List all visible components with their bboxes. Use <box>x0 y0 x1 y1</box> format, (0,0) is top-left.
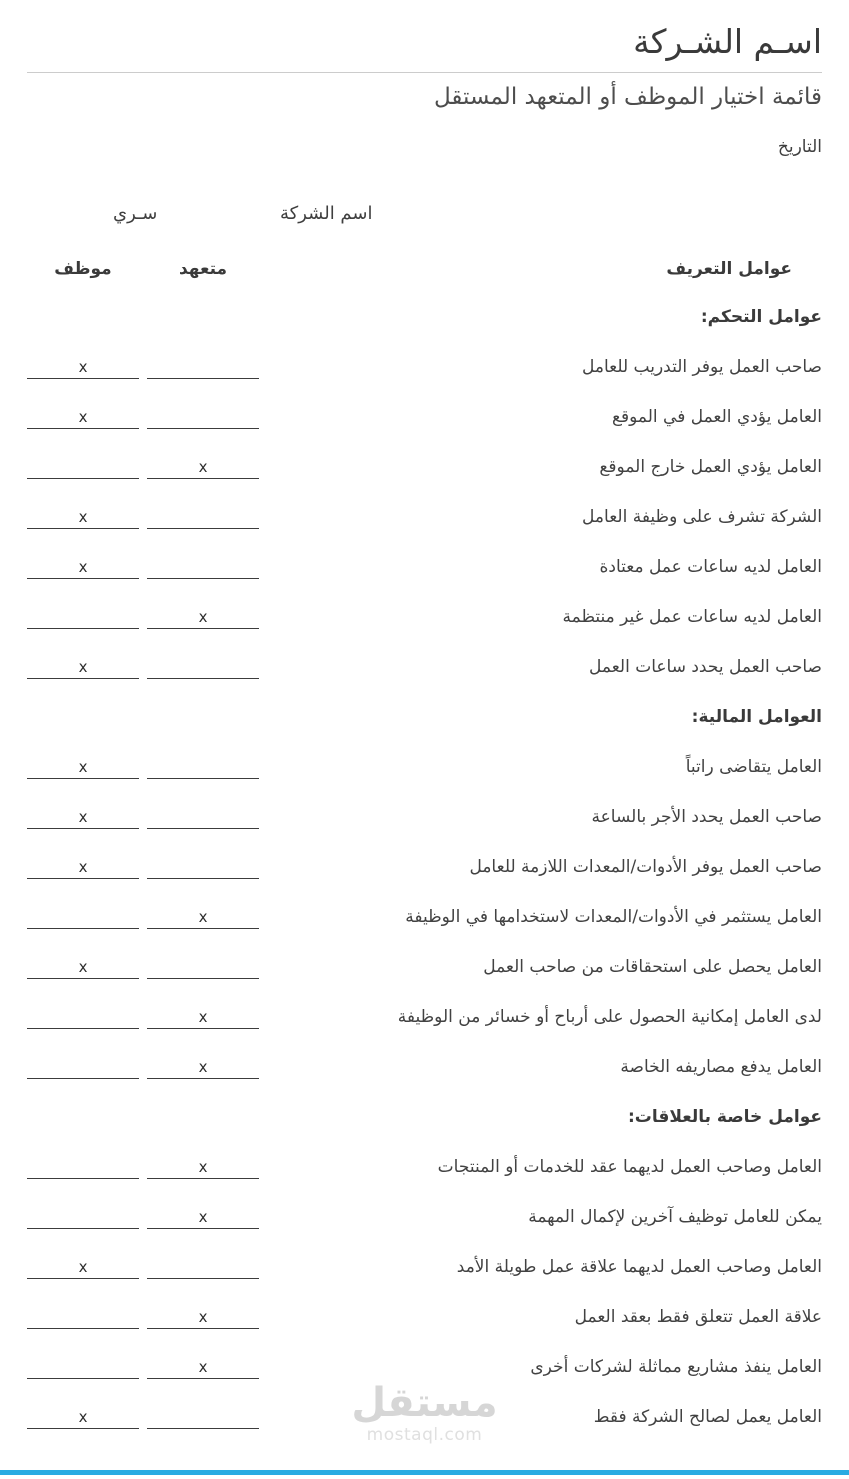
employee-answer-line <box>27 805 139 829</box>
contractor-answer-line <box>147 355 259 379</box>
contractor-answer-line <box>147 1355 259 1379</box>
answer-lines <box>27 405 259 429</box>
employee-answer-line <box>27 1055 139 1079</box>
factor-row <box>27 1355 822 1379</box>
answer-lines <box>27 1255 259 1279</box>
factor-label: العامل لديه ساعات عمل غير منتظمة <box>562 606 822 627</box>
x-mark: x <box>78 357 88 376</box>
factor-row <box>27 1205 822 1229</box>
factors-table <box>27 306 822 1429</box>
factor-label: العامل لديه ساعات عمل معتادة <box>599 556 822 577</box>
factors-column-header: عوامل التعريف <box>666 258 792 279</box>
answer-lines <box>27 1355 259 1379</box>
contractor-answer-line <box>147 655 259 679</box>
x-mark: x <box>198 1207 208 1226</box>
table-header <box>27 259 822 279</box>
factor-row <box>27 905 822 929</box>
x-mark: x <box>78 807 88 826</box>
contractor-answer-line <box>147 1305 259 1329</box>
factor-label: لدى العامل إمكانية الحصول على أرباح أو خسائر من الوظيفة <box>397 1006 822 1027</box>
factor-row <box>27 955 822 979</box>
factor-row <box>27 505 822 529</box>
x-mark: x <box>198 607 208 626</box>
contractor-answer-line <box>147 755 259 779</box>
factor-label: الشركة تشرف على وظيفة العامل <box>582 506 822 527</box>
factor-label: صاحب العمل يوفر الأدوات/المعدات اللازمة للعامل <box>469 856 822 877</box>
contractor-answer-line <box>147 555 259 579</box>
factor-label: العامل يتقاضى راتباً <box>685 756 822 777</box>
employee-answer-line <box>27 1255 139 1279</box>
answer-lines <box>27 1055 259 1079</box>
factor-row <box>27 605 822 629</box>
x-mark: x <box>78 657 88 676</box>
factor-row <box>27 1005 822 1029</box>
answer-lines <box>27 955 259 979</box>
factor-label: العامل وصاحب العمل لديهما علاقة عمل طويلة الأمد <box>456 1256 822 1277</box>
employee-answer-line <box>27 555 139 579</box>
contractor-answer-line <box>147 1155 259 1179</box>
answer-lines <box>27 1205 259 1229</box>
employee-column-header: موظف <box>54 258 112 279</box>
factor-label: صاحب العمل يحدد الأجر بالساعة <box>591 806 822 827</box>
contractor-answer-line <box>147 405 259 429</box>
x-mark: x <box>198 1307 208 1326</box>
x-mark: x <box>198 1057 208 1076</box>
factor-label: العامل وصاحب العمل لديهما عقد للخدمات أو المنتجات <box>437 1156 822 1177</box>
contractor-answer-line <box>147 605 259 629</box>
factor-row <box>27 1305 822 1329</box>
contractor-answer-line <box>147 855 259 879</box>
answer-lines <box>27 855 259 879</box>
employee-answer-line <box>27 1305 139 1329</box>
x-mark: x <box>78 1407 88 1426</box>
factor-label: العامل يستثمر في الأدوات/المعدات لاستخدامها في الوظيفة <box>405 906 822 927</box>
contractor-answer-line <box>147 805 259 829</box>
answer-column-headers <box>27 259 259 279</box>
answer-lines <box>27 805 259 829</box>
factor-label: صاحب العمل يوفر التدريب للعامل <box>581 356 822 377</box>
contractor-answer-line <box>147 905 259 929</box>
factor-row <box>27 1055 822 1079</box>
factor-label: العامل يحصل على استحقاقات من صاحب العمل <box>483 956 822 977</box>
x-mark: x <box>198 907 208 926</box>
section-title: عوامل التحكم: <box>700 306 822 327</box>
section-title: عوامل خاصة بالعلاقات: <box>627 1106 822 1127</box>
answer-lines <box>27 555 259 579</box>
bottom-accent-bar <box>0 1470 849 1475</box>
employee-answer-line <box>27 755 139 779</box>
answer-lines <box>27 505 259 529</box>
answer-lines <box>27 355 259 379</box>
employee-answer-line <box>27 955 139 979</box>
company-line <box>27 203 822 229</box>
contractor-answer-line <box>147 1405 259 1429</box>
factor-row <box>27 855 822 879</box>
answer-lines <box>27 905 259 929</box>
factor-label: يمكن للعامل توظيف آخرين لإكمال المهمة <box>528 1206 822 1227</box>
x-mark: x <box>78 507 88 526</box>
x-mark: x <box>78 957 88 976</box>
answer-lines <box>27 1155 259 1179</box>
answer-lines <box>27 755 259 779</box>
confidential-label: سـري <box>113 202 158 224</box>
employee-answer-line <box>27 505 139 529</box>
document-content <box>27 20 822 1429</box>
contractor-answer-line <box>147 1255 259 1279</box>
factor-label: العامل يؤدي العمل خارج الموقع <box>599 456 822 477</box>
contractor-answer-line <box>147 455 259 479</box>
employee-answer-line <box>27 1205 139 1229</box>
factor-row <box>27 405 822 429</box>
employee-answer-line <box>27 905 139 929</box>
x-mark: x <box>78 757 88 776</box>
employee-answer-line <box>27 655 139 679</box>
x-mark: x <box>78 407 88 426</box>
company-name-label: اسم الشركة <box>280 202 373 224</box>
page-title: اسـم الشـركة <box>633 22 822 61</box>
contractor-answer-line <box>147 1055 259 1079</box>
contractor-answer-line <box>147 505 259 529</box>
employee-answer-line <box>27 1405 139 1429</box>
employee-answer-line <box>27 1155 139 1179</box>
factor-row <box>27 555 822 579</box>
x-mark: x <box>198 1007 208 1026</box>
mostaql-domain: mostaql.com <box>366 1425 483 1445</box>
answer-lines <box>27 1005 259 1029</box>
factor-label: صاحب العمل يحدد ساعات العمل <box>589 656 822 677</box>
factor-row <box>27 805 822 829</box>
x-mark: x <box>78 1257 88 1276</box>
page-subtitle: قائمة اختيار الموظف أو المتعهد المستقل <box>434 83 822 110</box>
section-title: العوامل المالية: <box>691 706 822 727</box>
employee-answer-line <box>27 355 139 379</box>
mostaql-logo: مستقل <box>351 1380 498 1426</box>
factor-row <box>27 1155 822 1179</box>
answer-lines <box>27 1405 259 1429</box>
factor-row <box>27 655 822 679</box>
x-mark: x <box>198 1357 208 1376</box>
answer-lines <box>27 655 259 679</box>
x-mark: x <box>78 557 88 576</box>
employee-answer-line <box>27 1005 139 1029</box>
contractor-answer-line <box>147 1205 259 1229</box>
contractor-answer-line <box>147 1005 259 1029</box>
factor-label: العامل ينفذ مشاريع مماثلة لشركات أخرى <box>530 1356 822 1377</box>
factor-label: علاقة العمل تتعلق فقط بعقد العمل <box>574 1306 822 1327</box>
answer-lines <box>27 455 259 479</box>
x-mark: x <box>198 1157 208 1176</box>
factor-row <box>27 755 822 779</box>
factor-label: العامل يؤدي العمل في الموقع <box>611 406 822 427</box>
employee-answer-line <box>27 605 139 629</box>
answer-lines <box>27 605 259 629</box>
employee-answer-line <box>27 1355 139 1379</box>
header-divider <box>27 72 822 73</box>
contractor-answer-line <box>147 955 259 979</box>
factor-row <box>27 455 822 479</box>
factor-row <box>27 355 822 379</box>
answer-lines <box>27 1305 259 1329</box>
factor-row <box>27 1405 822 1429</box>
x-mark: x <box>78 857 88 876</box>
employee-answer-line <box>27 855 139 879</box>
date-label: التاريخ <box>777 136 822 157</box>
employee-answer-line <box>27 405 139 429</box>
contractor-column-header: متعهد <box>178 258 228 279</box>
factor-row <box>27 1255 822 1279</box>
x-mark: x <box>198 457 208 476</box>
factor-label: العامل يعمل لصالح الشركة فقط <box>593 1406 822 1427</box>
factor-label: العامل يدفع مصاريفه الخاصة <box>620 1056 822 1077</box>
employee-answer-line <box>27 455 139 479</box>
